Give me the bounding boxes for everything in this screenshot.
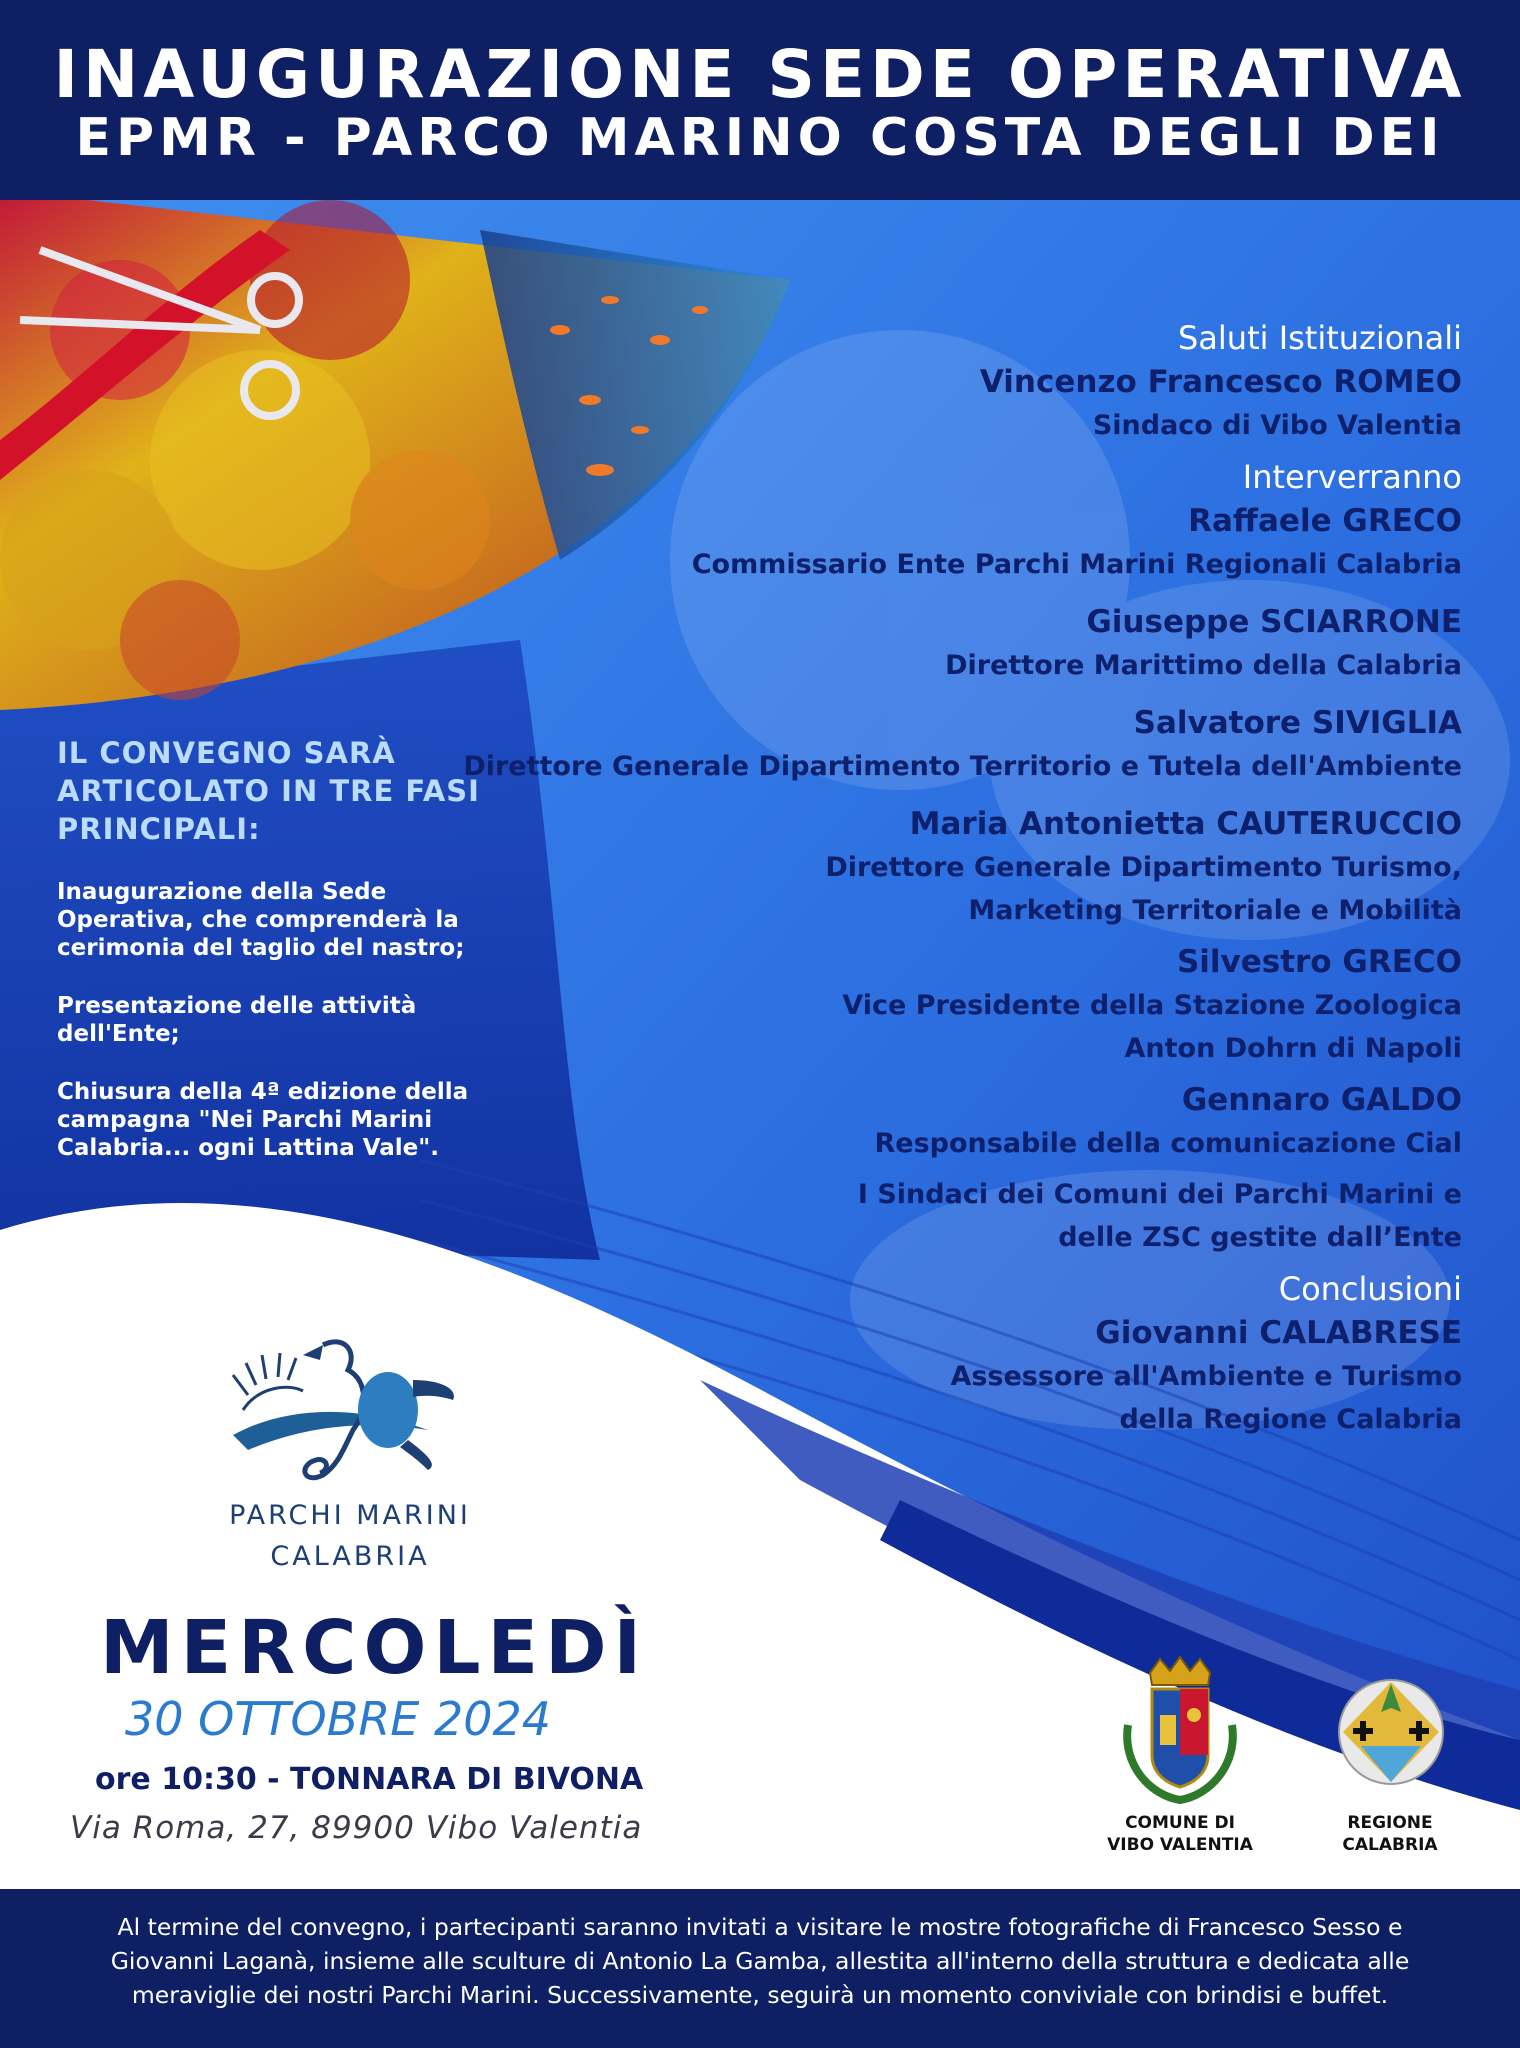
speaker-name: Silvestro GRECO	[1176, 944, 1462, 980]
event-venue: TONNARA DI BIVONA	[290, 1762, 644, 1797]
speaker-name: Giovanni CALABRESE	[1095, 1315, 1462, 1351]
speaker-role: Direttore Generale Dipartimento Territorio e Tutela dell'Ambiente	[463, 751, 1462, 782]
event-date: 30 OTTOBRE 2024	[125, 1692, 552, 1746]
speaker-name: Salvatore SIVIGLIA	[1133, 705, 1462, 741]
speaker-role: Commissario Ente Parchi Marini Regionali Calabria	[691, 549, 1462, 580]
speaker-name: Maria Antonietta CAUTERUCCIO	[909, 806, 1462, 842]
crest-label-line: REGIONE	[1347, 1813, 1433, 1833]
phase-line: campagna "Nei Parchi Marini	[57, 1107, 433, 1133]
speaker-role: Vice Presidente della Stazione Zoologica	[842, 990, 1462, 1021]
event-day: MERCOLEDÌ	[100, 1605, 649, 1691]
speaker-role: Responsabile della comunicazione Cial	[874, 1128, 1462, 1159]
phases-title-line: ARTICOLATO IN TRE FASI	[57, 774, 480, 808]
event-address: Via Roma, 27, 89900 Vibo Valentia	[70, 1810, 643, 1846]
speaker-role: Assessore all'Ambiente e Turismo	[950, 1361, 1462, 1392]
logo-text-line: PARCHI MARINI	[229, 1500, 471, 1531]
logo-text-line: CALABRIA	[270, 1541, 430, 1572]
phases-title-line: PRINCIPALI:	[57, 812, 261, 846]
phase-item	[57, 1078, 497, 1162]
crest-label-line: VIBO VALENTIA	[1107, 1835, 1253, 1855]
speaker-name: Raffaele GRECO	[1188, 503, 1462, 539]
speaker-name: Vincenzo Francesco ROMEO	[979, 364, 1462, 400]
speaker-name: Gennaro GALDO	[1181, 1082, 1462, 1118]
phase-line: Calabria... ogni Lattina Vale".	[57, 1135, 439, 1161]
crest-label-line: CALABRIA	[1342, 1835, 1438, 1855]
phase-item	[57, 878, 497, 962]
speakers-program	[362, 316, 1462, 1441]
speaker-role: Sindaco di Vibo Valentia	[1092, 410, 1462, 441]
phases-title-line: IL CONVEGNO SARÀ	[57, 736, 396, 770]
phases-title	[57, 734, 497, 848]
regione-calabria-label	[1315, 1812, 1465, 1856]
phase-line: Presentazione delle attività	[57, 993, 417, 1019]
title-line-1: INAUGURAZIONE SEDE OPERATIVA	[53, 36, 1467, 113]
crest-label-line: COMUNE DI	[1125, 1813, 1235, 1833]
event-time-venue	[95, 1762, 643, 1797]
mayors-line: I Sindaci dei Comuni dei Parchi Marini e	[857, 1179, 1462, 1210]
section-label-saluti: Saluti Istituzionali	[1177, 319, 1462, 357]
speaker-role: Direttore Marittimo della Calabria	[945, 650, 1462, 681]
section-label-conclusioni: Conclusioni	[1278, 1270, 1462, 1308]
poster-header	[0, 0, 1520, 200]
vibo-valentia-crest-icon	[1120, 1655, 1240, 1805]
seahorse-turtle-logo-icon	[228, 1325, 468, 1505]
phase-line: Chiusura della 4ª edizione della	[57, 1079, 469, 1105]
speaker-role: Anton Dohrn di Napoli	[1124, 1033, 1462, 1064]
speaker-role: Marketing Territoriale e Mobilità	[968, 895, 1462, 926]
conference-phases	[57, 734, 497, 1162]
speaker-role: della Regione Calabria	[1119, 1404, 1462, 1435]
poster-footer	[0, 1889, 1520, 2048]
phase-item	[57, 992, 497, 1048]
footer-line: Giovanni Laganà, insieme alle sculture di Antonio La Gamba, allestita all'interno della struttura e dedicata alle	[110, 1947, 1410, 1975]
phase-line: Inaugurazione della Sede	[57, 879, 387, 905]
speaker-role: Direttore Generale Dipartimento Turismo,	[825, 852, 1462, 883]
footer-line: Al termine del convegno, i partecipanti saranno invitati a visitare le mostre fotografiche di Francesco Sesso e	[117, 1913, 1403, 1941]
mayors-line: delle ZSC gestite dall’Ente	[1058, 1222, 1462, 1253]
vibo-valentia-label	[1100, 1812, 1260, 1856]
event-time: ore 10:30 -	[95, 1762, 291, 1797]
phase-line: cerimonia del taglio del nastro;	[57, 935, 465, 961]
speaker-name: Giuseppe SCIARRONE	[1086, 604, 1462, 640]
footer-line: meraviglie dei nostri Parchi Marini. Successivamente, seguirà un momento conviviale con brindisi e buffet.	[131, 1981, 1389, 2009]
title-line-2: EPMR - PARCO MARINO COSTA DEGLI DEI	[75, 108, 1445, 168]
section-label-interverranno: Interverranno	[1242, 458, 1462, 496]
phase-line: Operativa, che comprenderà la	[57, 907, 459, 933]
phase-line: dell'Ente;	[57, 1021, 180, 1047]
regione-calabria-crest-icon	[1335, 1672, 1447, 1792]
